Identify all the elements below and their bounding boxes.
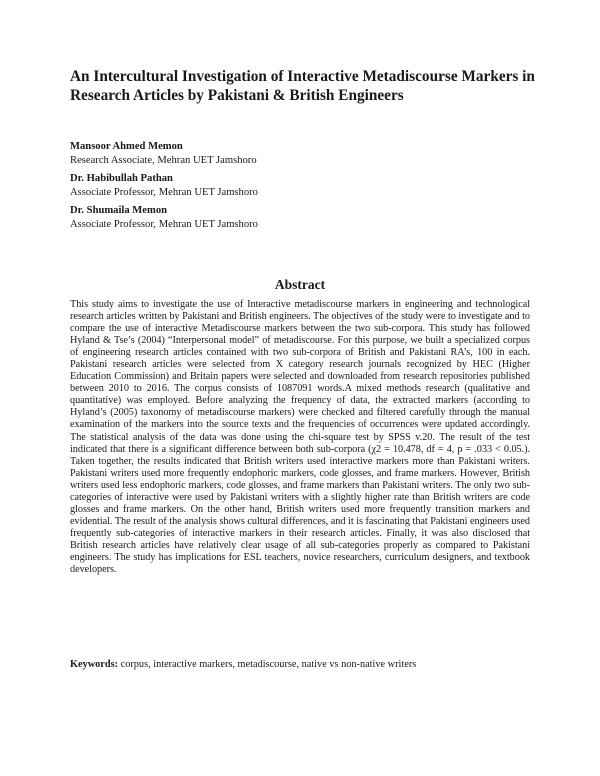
author-affiliation: Associate Professor, Mehran UET Jamshoro [70,186,258,198]
paper-title: An Intercultural Investigation of Interactive Metadiscourse Markers in Research Articles by Pakistani & British Engineers [70,68,535,104]
author-name: Dr. Habibullah Pathan [70,173,173,184]
author-name: Mansoor Ahmed Memon [70,141,183,152]
keywords-label: Keywords: [70,659,119,670]
abstract-heading: Abstract [274,277,326,292]
author-name: Dr. Shumaila Memon [70,205,168,216]
author-affiliation: Research Associate, Mehran UET Jamshoro [70,154,257,166]
author-block [70,172,258,199]
keywords-text: corpus, interactive markers, metadiscourse, native vs non-native writers [118,659,417,670]
author-affiliation: Associate Professor, Mehran UET Jamshoro [70,218,258,230]
abstract-body: This study aims to investigate the use of Interactive metadiscourse markers in engineering and technological research articles written by Pakistani and British engineers. The objectives of the study were to investigate and to compare the use of interactive Metadiscourse markers between the two sub-corpora. This study has followed Hyland & Tse’s (2004) “Interpersonal model” of metadiscourse. For this purpose, we built a specialized corpus of engineering research articles contained with two sub-corpora of British and Pakistani RA’s, 100 in each. Pakistani research articles were selected from X category research journals recognized by HEC (Higher Education Commission) and Britain papers were selected and downloaded from research repositories published between 2010 to 2016. The corpus consists of 1087091 words.A mixed methods research (qualitative and quantitative) was employed. Before analyzing the frequency of data, the extracted markers (according to Hyland’s (2005) taxonomy of metadiscourse markers) were checked and filtered carefully through the manual examination of the markers into the source texts and the frequencies of occurrences were updated accordingly. The statistical analysis of the data was done using the chi-square test by SPSS v.20. The result of the test indicated that there is a significant difference between both sub-corpora (χ2 = 10.478, df = 4, p = .033 < 0.05.). Taken together, the results indicated that British writers used interactive markers more than Pakistani writers. Pakistani writers used more frequently endophoric markers, code glosses, and frame markers. However, British writers used less endophoric markers, code glosses, and frame markers than Pakistani writers. The only two sub-categories of interactive were used by Pakistani writers with a slightly higher rate than British writers are code glosses and frame markers. On the other hand, British writers used more frequently transition markers and evidential. The result of the analysis shows cultural differences, and it is fascinating that Pakistani engineers used frequently sub-categories of interactive markers in their research articles. Finally, it was also disclosed that British research articles have relatively clear usage of all sub-categories properly as compared to Pakistani engineers. The study has implications for ESL teachers, novice researchers, curriculum designers, and textbook developers. [70,299,530,576]
author-block [70,204,258,231]
keywords-line [70,658,530,671]
author-block [70,140,257,167]
